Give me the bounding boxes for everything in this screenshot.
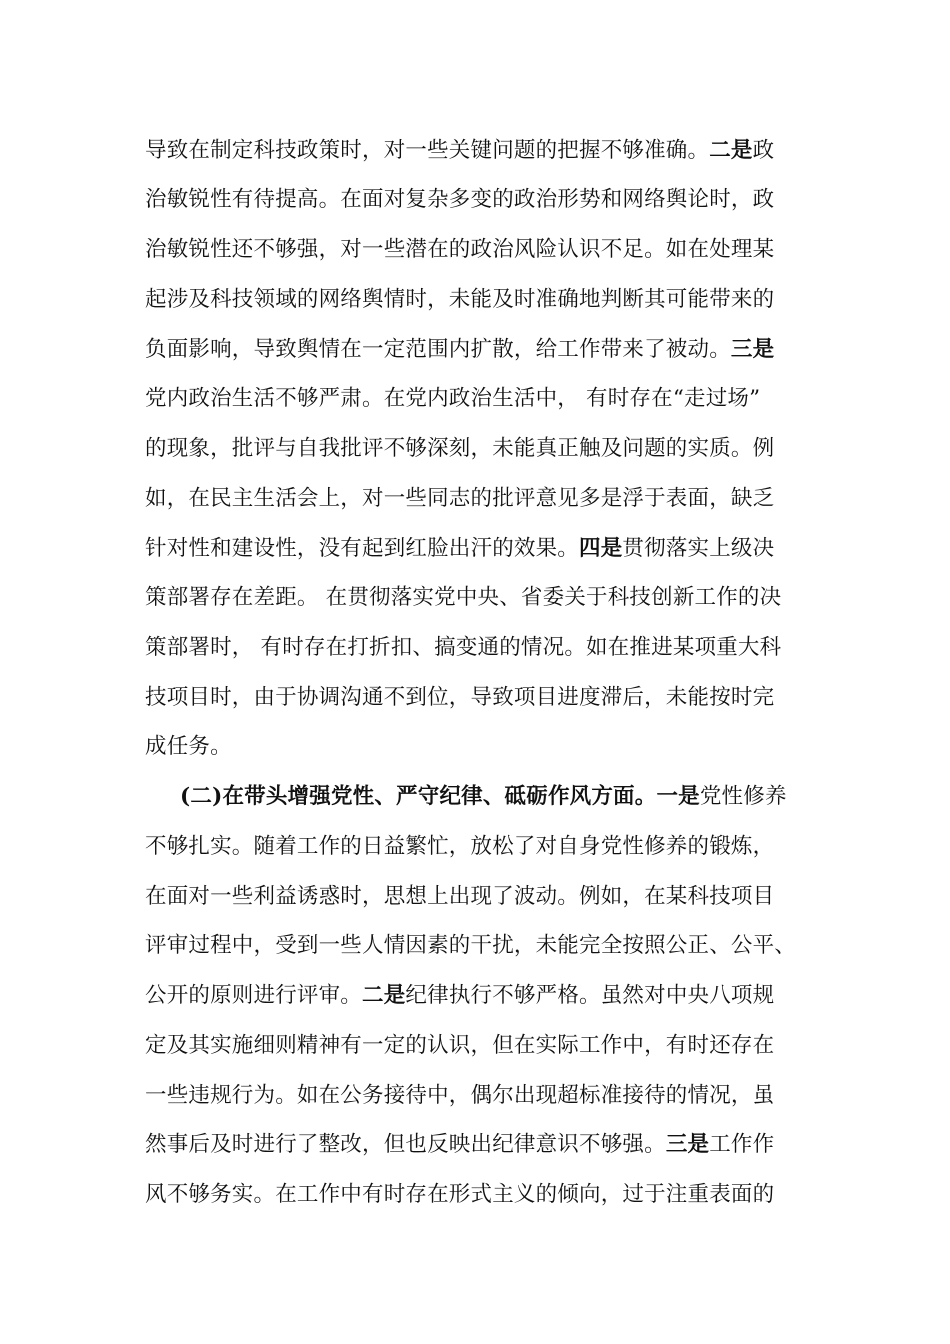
text-run: 贯彻落实上级决 [622,536,775,561]
text-run-bold: 三是 [730,337,775,362]
text-line [145,928,796,964]
text-line [145,829,774,865]
text-run: 成任务。 [145,734,232,759]
text-run: 公开的原则进行评审。 [145,983,363,1008]
text-line [145,630,781,666]
text-run: 工作作 [709,1132,775,1157]
text-run: 的现象，批评与自我批评不够深刻，未能真正触及问题的实质。例 [145,436,775,461]
text-line [145,232,774,268]
text-run: 起涉及科技领域的网络舆情时，未能及时准确地判断其可能带来的 [145,287,775,312]
text-line [145,481,774,517]
text-line [145,133,774,169]
text-line [145,580,781,616]
text-run: 纪律执行不够严格。虽然对中央八项规 [405,983,775,1008]
text-run: 评审过程中，受到一些人情因素的干扰，未能完全按照公正、公平、 [145,933,797,958]
text-line [145,1028,774,1064]
text-line [145,332,774,368]
text-line [145,182,774,218]
text-run: 不够扎实。随着工作的日益繁忙，放松了对自身党性修养的锻炼， [145,834,775,859]
text-run: 如，在民主生活会上，对一些同志的批评意见多是浮于表面，缺乏 [145,486,775,511]
text-line [145,381,760,417]
text-run: 针对性和建设性，没有起到红脸出汗的效果。 [145,536,580,561]
text-line [145,1127,774,1163]
text-run: 负面影响，导致舆情在一定范围内扩散，给工作带来了被动。 [145,337,731,362]
text-run: 策部署存在差距。 在贯彻落实党中央、省委关于科技创新工作的决 [145,585,782,610]
text-run-bold: (二)在带头增强党性、严守纪律、砥砺作风方面。一是 [180,784,700,809]
text-run-bold: 二是 [709,138,753,163]
text-run: 党内政治生活不够严肃。在党内政治生活中， 有时存在“走过场” [145,386,761,411]
text-run: 然事后及时进行了整改，但也反映出纪律意识不够强。 [145,1132,666,1157]
text-line [145,431,774,467]
text-line [145,729,232,765]
text-run-bold: 四是 [579,536,623,561]
text-run: 党性修养 [699,784,787,809]
text-run: 治敏锐性还不够强，对一些潜在的政治风险认识不足。如在处理某 [145,237,775,262]
text-run-bold: 二是 [362,983,406,1008]
text-run: 治敏锐性有待提高。在面对复杂多变的政治形势和网络舆论时，政 [145,187,775,212]
text-run-bold: 三是 [665,1132,710,1157]
text-line [145,1078,774,1114]
text-run: 导致在制定科技政策时，对一些关键问题的把握不够准确。 [145,138,710,163]
section-heading-line [180,779,787,815]
text-run: 策部署时， 有时存在打折扣、搞变通的情况。如在推进某项重大科 [145,635,782,660]
text-run: 一些违规行为。如在公务接待中，偶尔出现超标准接待的情况，虽 [145,1083,775,1108]
text-run: 风不够务实。在工作中有时存在形式主义的倾向，过于注重表面的 [145,1182,775,1207]
text-run: 政 [752,138,775,163]
text-line [145,978,774,1014]
text-line [145,680,774,716]
text-line [145,879,774,915]
text-line [145,1177,774,1213]
text-run: 定及其实施细则精神有一定的认识，但在实际工作中，有时还存在 [145,1033,775,1058]
text-run: 在面对一些利益诱惑时，思想上出现了波动。例如，在某科技项目 [145,884,775,909]
text-run: 技项目时，由于协调沟通不到位，导致项目进度滞后，未能按时完 [145,685,775,710]
text-line [145,531,774,567]
text-line [145,282,774,318]
